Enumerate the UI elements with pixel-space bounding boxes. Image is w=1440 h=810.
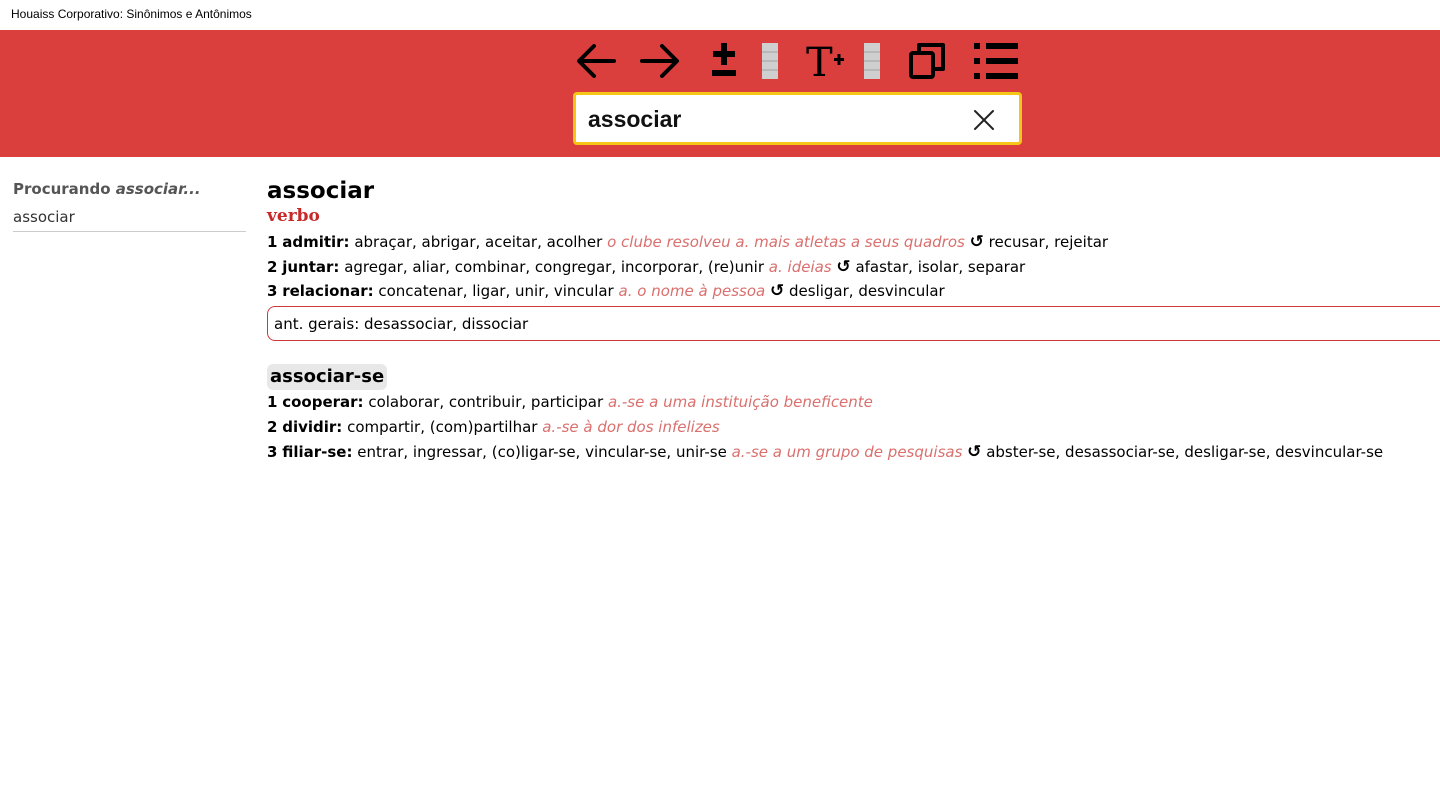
search-input[interactable] bbox=[588, 103, 958, 135]
searching-term: associar... bbox=[115, 180, 201, 198]
sub-headword: associar-se bbox=[267, 364, 387, 390]
results-sidebar bbox=[13, 180, 246, 232]
sense-number: 2 bbox=[267, 257, 278, 276]
sub-sense-line bbox=[267, 440, 1440, 465]
sense-line bbox=[267, 255, 1440, 280]
antonym-icon: ↺ bbox=[969, 232, 984, 252]
entry-content bbox=[267, 176, 1440, 464]
sense-keyword: dividir: bbox=[282, 417, 343, 436]
searching-label bbox=[13, 180, 246, 198]
sense-antonyms: desligar, desvincular bbox=[789, 282, 945, 301]
sense-keyword: relacionar: bbox=[282, 282, 374, 301]
text-size-button[interactable] bbox=[805, 38, 847, 84]
sense-example: o clube resolveu a. mais atletas a seus quadros bbox=[607, 233, 965, 251]
sense-synonyms: concatenar, ligar, unir, vincular bbox=[378, 282, 614, 301]
app-header bbox=[0, 30, 1440, 157]
sub-sense-line bbox=[267, 390, 1440, 415]
sense-number: 1 bbox=[267, 393, 278, 412]
sense-antonyms: abster-se, desassociar-se, desligar-se, desvincular-se bbox=[986, 442, 1384, 461]
headword: associar bbox=[267, 178, 375, 204]
sense-synonyms: agregar, aliar, combinar, congregar, incorporar, (re)unir bbox=[344, 257, 765, 276]
sense-number: 3 bbox=[267, 442, 278, 461]
list-button[interactable] bbox=[972, 38, 1020, 84]
sense-example: a.-se a um grupo de pesquisas bbox=[731, 442, 963, 461]
separator-handle-icon bbox=[762, 43, 778, 79]
separator-handle-2 bbox=[862, 38, 882, 84]
sense-line bbox=[267, 279, 1440, 304]
arrow-left-icon bbox=[576, 43, 616, 79]
back-button[interactable] bbox=[574, 38, 618, 84]
copy-icon bbox=[907, 41, 947, 81]
sense-synonyms: entrar, ingressar, (co)ligar-se, vincular-se, unir-se bbox=[357, 442, 727, 461]
separator-handle bbox=[760, 38, 780, 84]
sense-antonyms: recusar, rejeitar bbox=[988, 233, 1109, 251]
result-item[interactable]: associar bbox=[13, 206, 246, 232]
sense-antonyms: afastar, isolar, separar bbox=[855, 257, 1026, 276]
searching-prefix: Procurando bbox=[13, 180, 116, 198]
toolbar bbox=[0, 30, 1440, 92]
sense-number: 1 bbox=[267, 233, 278, 251]
sense-number: 2 bbox=[267, 417, 278, 436]
clear-search-button[interactable] bbox=[971, 107, 997, 133]
separator-handle-icon bbox=[864, 43, 880, 79]
window-title: Houaiss Corporativo: Sinônimos e Antônimos bbox=[0, 0, 1440, 30]
sense-keyword: juntar: bbox=[282, 257, 340, 276]
sense-keyword: admitir: bbox=[282, 233, 350, 251]
close-icon bbox=[971, 107, 997, 133]
sense-keyword: filiar-se: bbox=[282, 442, 353, 461]
sense-example: a. ideias bbox=[768, 257, 832, 276]
sense-keyword: cooperar: bbox=[282, 393, 364, 412]
antonym-icon: ↺ bbox=[836, 256, 851, 277]
forward-button[interactable] bbox=[638, 38, 682, 84]
plus-minus-icon bbox=[710, 42, 738, 80]
copy-button[interactable] bbox=[906, 38, 948, 84]
arrow-right-icon bbox=[640, 43, 680, 79]
sense-example: a.-se a uma instituição beneficente bbox=[607, 393, 873, 412]
sense-example: a.-se à dor dos infelizes bbox=[542, 417, 720, 436]
svg-text:T: T bbox=[806, 41, 833, 81]
general-antonyms-box: ant. gerais: desassociar, dissociar bbox=[267, 306, 1440, 341]
antonym-icon: ↺ bbox=[769, 281, 785, 302]
sense-number: 3 bbox=[267, 282, 278, 301]
search-box bbox=[573, 92, 1022, 145]
text-size-icon bbox=[805, 41, 847, 81]
sense-synonyms: abraçar, abrigar, aceitar, acolher bbox=[354, 233, 603, 251]
sense-example: a. o nome à pessoa bbox=[618, 282, 766, 301]
part-of-speech: verbo bbox=[267, 206, 320, 226]
list-icon bbox=[973, 42, 1019, 80]
sub-sense-line bbox=[267, 415, 1440, 440]
sense-synonyms: colaborar, contribuir, participar bbox=[368, 393, 604, 412]
sense-synonyms: compartir, (com)partilhar bbox=[347, 417, 538, 436]
antonym-icon: ↺ bbox=[967, 441, 982, 462]
expand-collapse-button[interactable] bbox=[708, 38, 740, 84]
sense-line bbox=[267, 230, 1440, 255]
